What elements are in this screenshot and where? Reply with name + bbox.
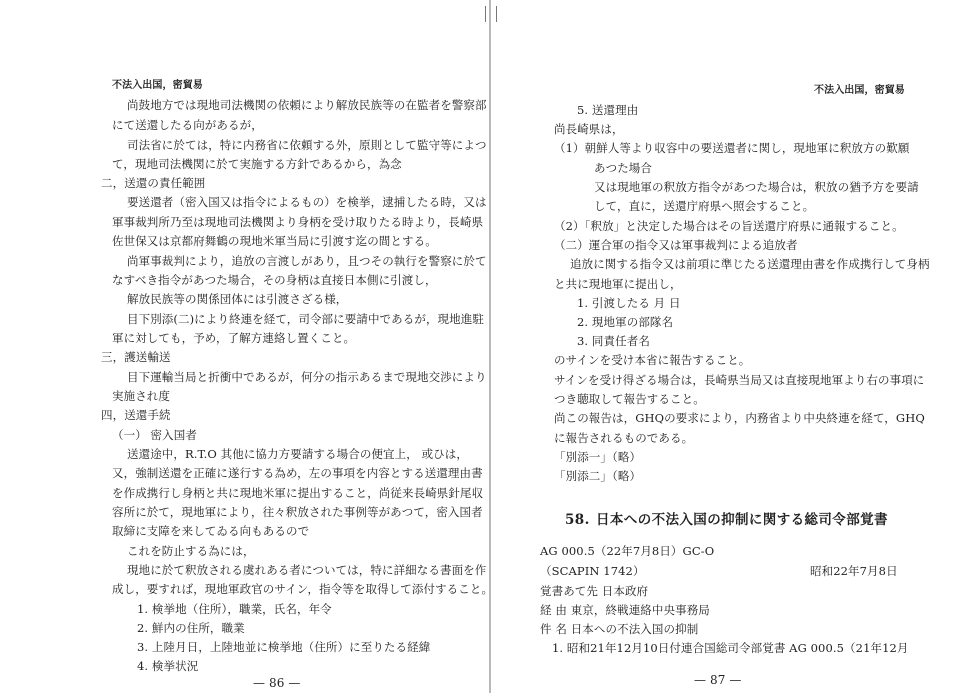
right-line: 又は現地軍の釈放方指令があつた場合は，釈放の猶予方を要請 [594,180,919,194]
left-line: 尚鼓地方では現地司法機関の依頼により解放民族等の在監者を警察部 [127,98,487,112]
left-line: 送還途中，R.T.O 其他に協力方要請する場合の便宜上， 或ひは， [127,447,468,461]
left-line: これを防止する為には， [127,544,255,558]
left-line: て，現地司法機関に於て実施する方針であるから，為念 [112,157,402,171]
right-line: 2. 現地軍の部隊名 [577,315,674,329]
right-line: 1. 引渡したる 月 日 [577,296,681,310]
left-line: 目下運輸当局と折衝中であるが，何分の指示あるまで現地交渉により [127,370,487,384]
right-line: のサインを受け本省に報告すること。 [554,353,751,367]
left-line: 三，護送輸送 [101,350,171,364]
section-number: 58. [565,512,590,528]
memo-line: 件 名 日本への不法入国の抑制 [540,622,699,636]
left-line: 又，強制送還を正確に遂行する為め，左の事項を内容とする送還理由書 [112,466,483,480]
left-line: 司法省に於ては，特に内務省に依頼する外，原則として監守等によつ [127,138,487,152]
left-line: 1. 検挙地（住所），職業，氏名，年令 [137,602,332,616]
memo-line: 1. 昭和21年12月10日付連合国総司令部覚書 AG 000.5（21年12月 [552,641,909,655]
right-line: 「別添一」（略） [554,450,642,464]
right-line: 尚長崎県は， [554,122,624,136]
left-line: 要送還者（密入国又は指令によるもの）を検挙，逮捕したる時，又は [127,195,487,209]
right-page [492,0,980,693]
right-line: と共に現地軍に提出し， [554,277,682,291]
right-line: あつた場合 [594,161,652,175]
left-line: 尚軍事裁判により，追放の言渡しがあり，且つその執行を警察に於て [127,254,487,268]
left-line: なすべき指令があつた場合，その身柄は直接日本側に引渡し， [112,273,437,287]
right-header: 不法入出国，密貿易 [814,85,905,96]
right-line: （2）「釈放」と決定した場合はその旨送還庁府県に通報すること。 [554,219,904,233]
left-line: 軍事裁判所乃至は現地司法機関より身柄を受け取りたる時より，長崎県 [112,215,484,229]
left-line: 取締に支障を来してゐる向もあるので [112,524,310,538]
left-page-number: — 86 — [253,676,301,690]
left-line: 3. 上陸月日，上陸地並に検挙地（住所）に至りたる経緯 [137,640,431,654]
memo-line: AG 000.5（22年7月8日）GC-O [540,544,715,558]
right-line: に報告されるものである。 [554,431,694,445]
left-line: 佐世保又は京都府舞鶴の現地米軍当局に引渡す迄の間とする。 [112,234,437,248]
right-line: 3. 同責任者名 [577,334,650,348]
right-line: つき聴取して報告すること。 [554,392,705,406]
right-line: 「別添二」（略） [554,469,642,483]
left-line: 解放民族等の関係団体には引渡さざる様， [127,292,348,306]
left-line: を作成携行し身柄と共に現地米軍に提出すること，尚従来長崎県針尾収 [112,486,484,500]
right-line: 5. 送還理由 [577,103,639,117]
right-line: 追放に関する指令又は前項に準じたる送還理由書を作成携行して身柄 [570,257,930,271]
left-line: 二，送還の責任範囲 [101,176,206,190]
left-line: 成し，要すれば，現地軍政官のサイン，指令等を取得して添付すること。 [112,582,494,596]
left-line: 四，送還手続 [101,408,171,422]
memo-line: （SCAPIN 1742） [540,564,645,578]
left-header: 不法入出国，密貿易 [112,80,203,91]
memo-line: 覚書あて先 日本政府 [540,584,649,598]
left-line: 実施され度 [112,389,170,403]
right-line: 尚この報告は，GHQの要求により，内務省より中央終連を経て，GHQ [554,411,925,425]
section-title: 日本への不法入国の抑制に関する総司令部覚書 [596,512,888,528]
right-line: （二）運合軍の指令又は軍事裁判による追放者 [554,238,798,252]
left-line: 目下別添(二)により終連を経て，司令部に要請中であるが，現地進駐 [127,312,484,326]
memo-line: 経 由 東京，終戦連絡中央事務局 [540,603,710,617]
left-line: にて送還したる向があるが， [112,118,263,132]
left-line: 4. 検挙状況 [137,659,199,673]
left-line: 現地に於て釈放される虞れある者については，特に詳細なる書面を作 [127,563,487,577]
right-page-number: — 87 — [694,673,742,687]
right-line: サインを受け得ざる場合は，長崎県当局又は直接現地軍より右の事項に [554,373,925,387]
left-line: 容所に於て，現地軍により，往々釈放された事例等があつて，密入国者 [112,505,483,519]
right-line: して，直に，送還庁府県へ照会すること。 [594,199,815,213]
memo-date: 昭和22年7月8日 [810,564,898,578]
right-line: （1）朝鮮人等より収容中の要送還者に関し，現地軍に釈放方の歎願 [554,141,910,155]
left-line: 軍に対しても，予め，了解方連絡し置くこと。 [112,331,356,345]
left-line: （一） 密入国者 [112,428,197,442]
left-line: 2. 鮮内の住所，職業 [137,621,245,635]
